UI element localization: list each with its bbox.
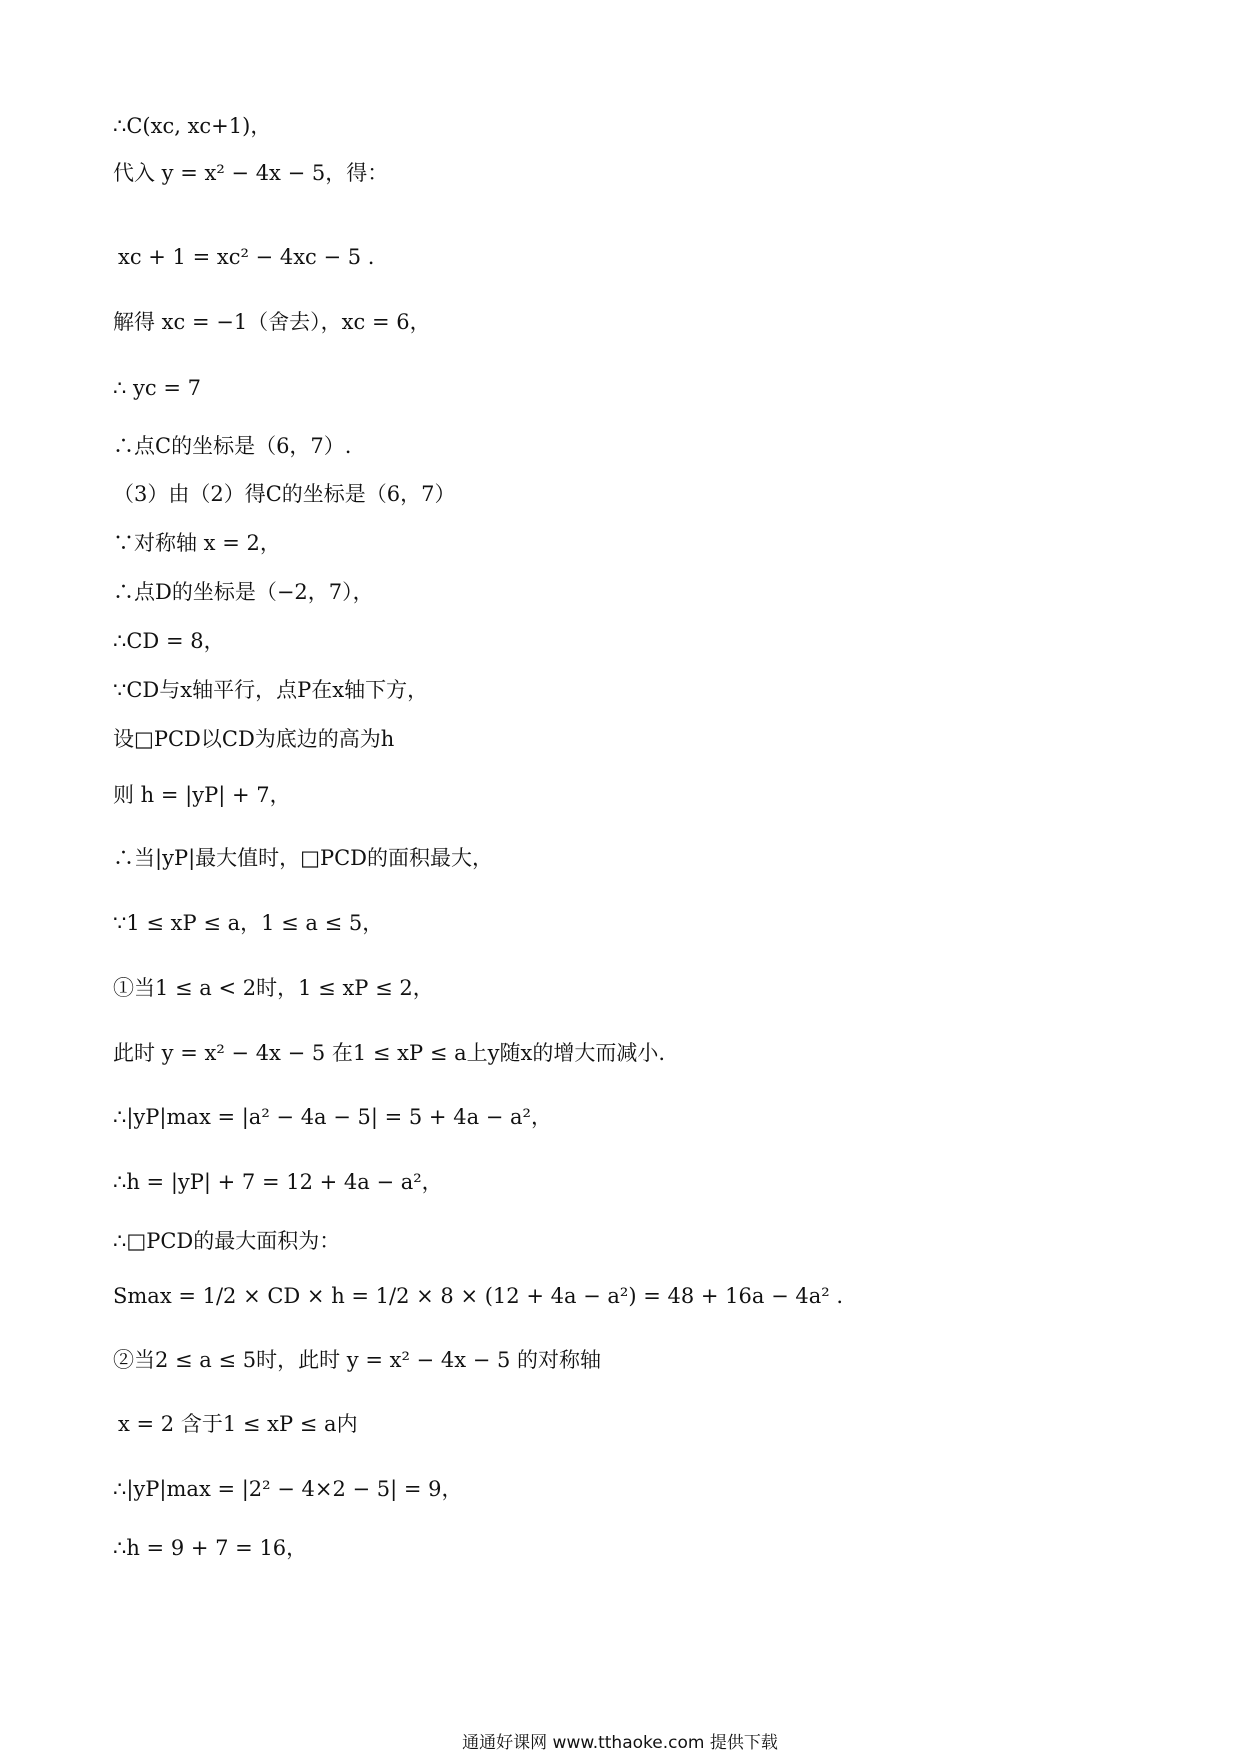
line-9: ∴点D的坐标是（−2，7）， [113, 580, 374, 604]
line-2: 代入 y = x² − 4x − 5，得： [113, 161, 389, 185]
line-10: ∴CD = 8， [113, 629, 225, 653]
line-18: ∴|yP|max = |a² − 4a − 5| = 5 + 4a − a²， [113, 1105, 552, 1129]
line-1: ∴C(xc, xc+1)， [113, 114, 272, 138]
line-8: ∵对称轴 x = 2， [113, 531, 281, 555]
line-19: ∴h = |yP| + 7 = 12 + 4a − a²， [113, 1170, 443, 1194]
line-3: xc + 1 = xc² − 4xc − 5 . [118, 245, 375, 269]
line-13: 则 h = |yP| + 7， [113, 783, 291, 807]
line-14: ∴当|yP|最大值时，□PCD的面积最大， [113, 846, 494, 870]
line-25: ∴h = 9 + 7 = 16， [113, 1536, 308, 1560]
line-24: ∴|yP|max = |2² − 4×2 − 5| = 9， [113, 1477, 463, 1501]
line-21: Smax = 1/2 × CD × h = 1/2 × 8 × (12 + 4a − a²) = 48 + 16a − 4a² . [113, 1284, 843, 1308]
line-16: ①当1 ≤ a < 2时，1 ≤ xP ≤ 2， [113, 976, 434, 1000]
line-6: ∴点C的坐标是（6，7）. [113, 434, 352, 458]
line-20: ∴□PCD的最大面积为： [113, 1229, 341, 1253]
page-footer: 通通好课网 www.tthaoke.com 提供下载 [462, 1733, 778, 1753]
line-7: （3）由（2）得C的坐标是（6，7） [113, 482, 456, 506]
line-11: ∵CD与x轴平行，点P在x轴下方， [113, 678, 429, 702]
line-15: ∵1 ≤ xP ≤ a，1 ≤ a ≤ 5， [113, 911, 384, 935]
line-17: 此时 y = x² − 4x − 5 在1 ≤ xP ≤ a上y随x的增大而减小. [113, 1041, 666, 1065]
line-5: ∴ yc = 7 [113, 376, 201, 400]
line-22: ②当2 ≤ a ≤ 5时，此时 y = x² − 4x − 5 的对称轴 [113, 1348, 602, 1372]
line-12: 设□PCD以CD为底边的高为h [113, 727, 395, 751]
line-23: x = 2 含于1 ≤ xP ≤ a内 [118, 1412, 358, 1436]
line-4: 解得 xc = −1（舍去），xc = 6， [113, 310, 431, 334]
